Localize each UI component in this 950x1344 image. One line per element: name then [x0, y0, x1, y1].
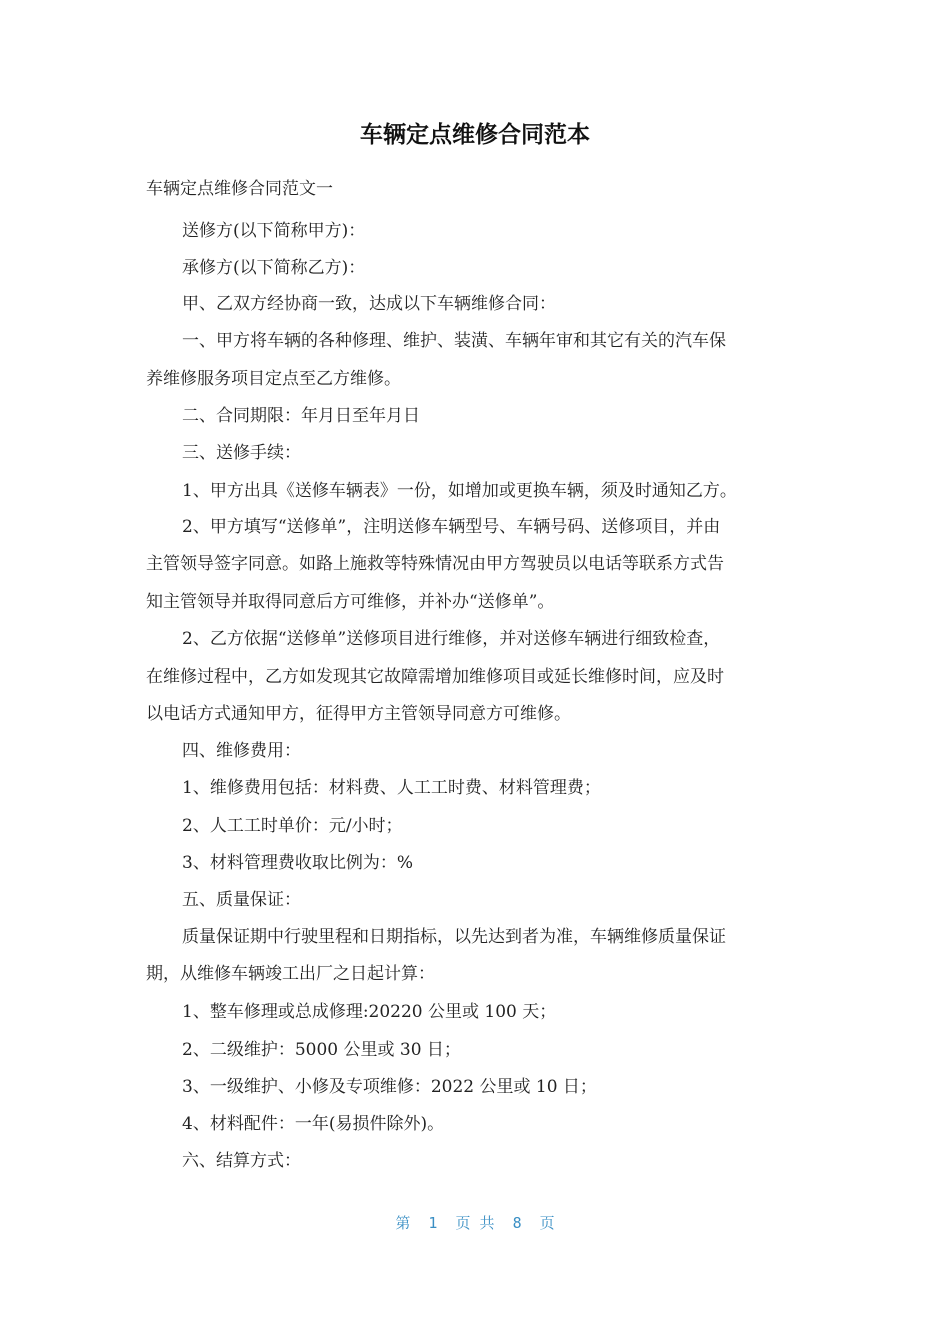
paragraph-line: 甲、乙双方经协商一致，达成以下车辆维修合同： — [182, 294, 556, 314]
page-number-footer: 第 1 页 共 8 页 — [395, 1214, 555, 1232]
paragraph-line: 送修方(以下简称甲方)： — [182, 221, 366, 241]
paragraph-line: 3、一级维护、小修及专项维修：2022 公里或 10 日； — [182, 1077, 597, 1097]
paragraph-line: 三、送修手续： — [182, 443, 301, 463]
paragraph-line: 一、甲方将车辆的各种修理、维护、装潢、车辆年审和其它有关的汽车保 — [182, 331, 726, 351]
paragraph-line: 1、甲方出具《送修车辆表》一份，如增加或更换车辆，须及时通知乙方。 — [182, 481, 737, 501]
paragraph-line: 主管领导签字同意。如路上施救等特殊情况由甲方驾驶员以电话等联系方式告 — [146, 554, 724, 574]
paragraph-line: 六、结算方式： — [182, 1151, 301, 1171]
paragraph-line: 养维修服务项目定点至乙方维修。 — [146, 369, 401, 389]
paragraph-line: 2、二级维护：5000 公里或 30 日； — [182, 1040, 461, 1060]
paragraph-line: 质量保证期中行驶里程和日期指标，以先达到者为准，车辆维修质量保证 — [182, 927, 726, 947]
paragraph-line: 知主管领导并取得同意后方可维修，并补办“送修单”。 — [146, 592, 555, 612]
paragraph-line: 承修方(以下简称乙方)： — [182, 258, 366, 278]
paragraph-line: 2、甲方填写“送修单”，注明送修车辆型号、车辆号码、送修项目，并由 — [182, 517, 721, 537]
paragraph-line: 五、质量保证： — [182, 890, 301, 910]
paragraph-line: 四、维修费用： — [182, 741, 301, 761]
paragraph-line: 在维修过程中，乙方如发现其它故障需增加维修项目或延长维修时间，应及时 — [146, 667, 724, 687]
paragraph-line: 4、材料配件：一年(易损件除外)。 — [182, 1114, 445, 1134]
paragraph-line: 3、材料管理费收取比例为：% — [182, 853, 413, 873]
paragraph-line: 2、乙方依据“送修单”送修项目进行维修，并对送修车辆进行细致检查， — [182, 629, 721, 649]
section-heading: 车辆定点维修合同范文一 — [146, 179, 333, 199]
paragraph-line: 1、维修费用包括：材料费、人工工时费、材料管理费； — [182, 778, 601, 798]
paragraph-line: 二、合同期限：年月日至年月日 — [182, 406, 420, 426]
document-title: 车辆定点维修合同范本 — [360, 122, 590, 148]
paragraph-line: 1、整车修理或总成修理:20220 公里或 100 天； — [182, 1002, 557, 1022]
paragraph-line: 2、人工工时单价：元/小时； — [182, 816, 403, 836]
paragraph-line: 期，从维修车辆竣工出厂之日起计算： — [146, 964, 435, 984]
paragraph-line: 以电话方式通知甲方，征得甲方主管领导同意方可维修。 — [146, 704, 571, 724]
